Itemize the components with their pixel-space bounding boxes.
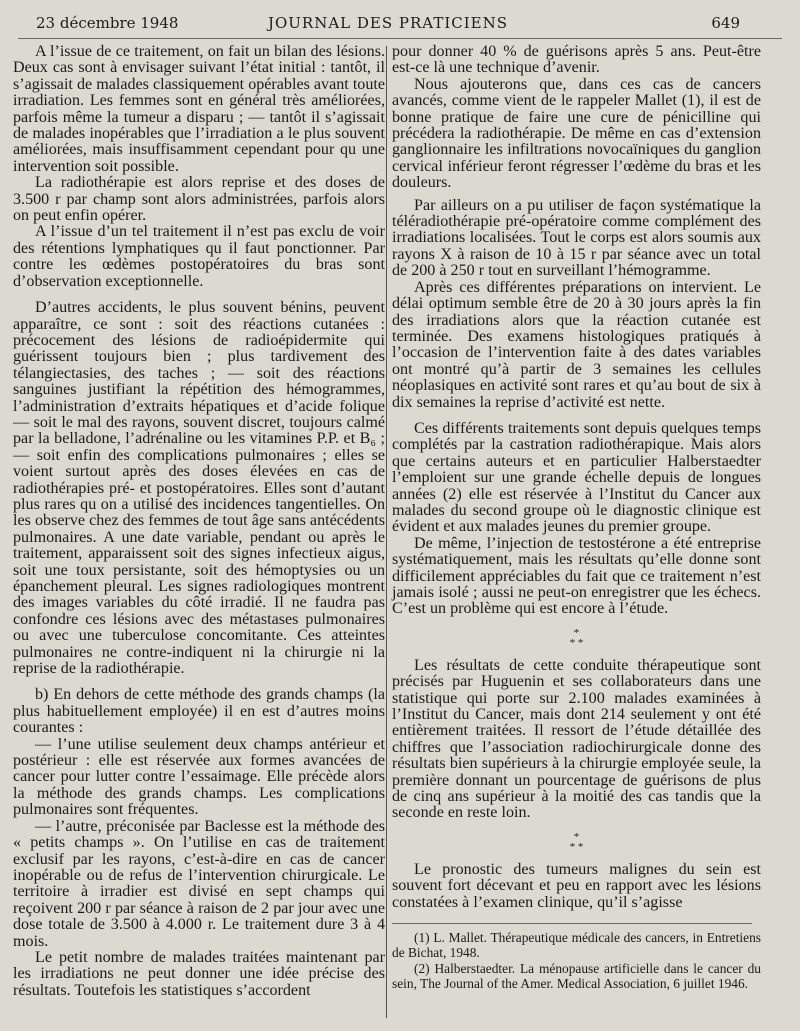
page-header <box>36 14 740 36</box>
footnote: (1) L. Mallet. Thérapeutique médicale des cancers, in Entretiens de Bichat, 1948. <box>392 930 761 961</box>
right-column <box>392 44 761 991</box>
paragraph: La radiothérapie est alors reprise et des doses de 3.500 r par champ sont alors administrées, parfois alors on peut enfin opérer. <box>13 174 385 225</box>
header-rule <box>18 38 782 39</box>
paragraph: Après ces différentes préparations on intervient. Le délai optimum semble être de 20 à 30 jours après la fin des irradiations alors que la réaction cutanée est terminée. Des examens histologiques pratiqués à l’occasion de l’intervention faite à des dates variables ont montré qu’à partir de 3 semaines les cellules néoplasiques en activité sont rares et qu’au bout de six à dix semaines la reprise d’activité est nette. <box>392 278 761 411</box>
stars-glyphs: * * * <box>569 626 584 649</box>
section-stars-2 <box>392 832 761 852</box>
paragraph: — l’autre, préconisée par Baclesse est la méthode des « petits champs ». On l’utilise en cas de traitement exclusif par les rayons, c’est-à-dire en cas de cancer inopérable ou de refus de l’intervention chirurgicale. Le territoire à irradier est divisé en sept champs qui reçoivent 200 r par séance à raison de 2 par jour avec une dose totale de 3.500 à 4.000 r. Le traitement dure 3 à 4 mois. <box>13 817 385 950</box>
paragraph: Les résultats de cette conduite thérapeutique sont précisés par Huguenin et ses collaborateurs dans une statistique qui porte sur 2.100 malades examinées à l’Institut du Cancer, mais dont 214 seulement y ont été entièrement traitées. Il ressort de l’étude détaillée des chiffres que l’association radiochirurgicale donne des résultats bien supérieurs à la chirurgie employée seule, la première donnant un pourcentage de guérisons de plus de cinq ans supérieur à la moitié des cas tandis que la seconde en reste loin. <box>392 656 761 822</box>
paragraph: A l’issue d’un tel traitement il n’est pas exclu de voir des rétentions lymphatiques qu il faut ponctionner. Par contre les œdèmes postopératoires du bras sont d’observation exceptionnelle. <box>13 223 385 290</box>
section-stars <box>392 628 761 648</box>
paragraph: Le petit nombre de malades traitées maintenant par les irradiations ne peut donner une idée précise des résultats. Toutefois les statistiques s’accordent <box>13 948 385 999</box>
paragraph: Le pronostic des tumeurs malignes du sein est souvent fort décevant et peu en rapport avec les lésions constatées à l’examen clinique, qu’il s’agisse <box>392 860 761 911</box>
paragraph: Nous ajouterons que, dans ces cas de cancers avancés, comme vient de le rappeler Mallet (1), il est de bonne pratique de faire une cure de pénicilline qui précédera la radiothérapie. De même en cas d’extension ganglionnaire les infiltrations novocaïniques du ganglion cervical inférieur feront régresser l’œdème du bras et les douleurs. <box>392 75 761 192</box>
footnote: (2) Halberstaedter. La ménopause artificielle dans le cancer du sein, The Journal of the Amer. Medical Association, 6 juillet 1946. <box>392 961 761 992</box>
left-column <box>13 44 385 999</box>
paragraph: Par ailleurs on a pu utiliser de façon systématique la téléradiothérapie pré-opératoire comme complément des irradiations localisées. Tout le corps est alors soumis aux rayons X à raison de 10 à 15 r par séance avec un total de 200 à 250 r tout en surveillant l’hémogramme. <box>392 196 761 280</box>
paragraph: Ces différents traitements sont depuis quelques temps complétés par la castration radiothérapique. Mais alors que certains auteurs et en particulier Halberstaedter l’emploient sur une grande échelle depuis de longues années (2) elle est réservée à l’Institut du Cancer aux malades du second groupe où le diagnostic clinique est évident et aux malades jeunes du premier groupe. <box>392 419 761 536</box>
stars-glyphs: * * * <box>569 830 584 853</box>
paragraph: b) En dehors de cette méthode des grands champs (la plus habituellement employée) il en est d’autres moins courantes : <box>13 686 385 737</box>
paragraph: De même, l’injection de testostérone a été entreprise systématiquement, mais les résultats qu’elle donne sont difficilement appréciables du fait que ce traitement n’est jamais isolé ; aussi ne peut-on enregistrer que les échecs. C’est un problème qui est encore à l’étude. <box>392 534 761 618</box>
footnote-rule <box>392 923 752 924</box>
paragraph: D’autres accidents, le plus souvent bénins, peuvent apparaître, ce sont : soit des réactions cutanées : précocement des lésions de radioépidermite qui guérissent toujours bien ; plus tardivement des télangiectasies, des taches ; — soit des réactions sanguines justifiant la répétition des hémogrammes, l’administration d’extraits hépatiques et d’acide folique — soit le mal des rayons, souvent discret, toujours calmé par la belladone, l’adrénaline ou les vitamines P.P. et B₆ ; — soit enfin des complications pulmonaires ; elles se voient surtout après des doses élevées en cas de radiothérapies pré- et postopératoires. Elles sont d’autant plus rares qu on a utilisé des incidences tangentielles. On les observe chez des femmes de tout âge sans antécédents pulmonaires. A une date variable, pendant ou après le traitement, apparaissent soit des signes infectieux aigus, soit une toux persistante, soit des hémoptysies ou un épanchement pleural. Les signes radiologiques montrent des images variables du côté irradié. Il ne faudra pas confondre ces lésions avec des métastases pulmonaires ou avec une tuberculose concomitante. Ces atteintes pulmonaires ne contre-indiquent ni la chirurgie ni la reprise de la radiothérapie. <box>13 299 385 678</box>
header-date: 23 décembre 1948 <box>36 14 179 32</box>
page-number: 649 <box>711 14 740 32</box>
paragraph: — l’une utilise seulement deux champs antérieur et postérieur : elle est réservée aux formes avancées de cancer pour lutter contre l’essaimage. Elle précède alors la méthode des grands champs. Les complications pulmonaires sont fréquentes. <box>13 735 385 819</box>
paragraph: pour donner 40 % de guérisons après 5 ans. Peut-être est-ce là une technique d’avenir. <box>392 43 761 77</box>
journal-title: JOURNAL DES PRATICIENS <box>267 14 509 32</box>
paragraph: A l’issue de ce traitement, on fait un bilan des lésions. Deux cas sont à envisager suivant l’état initial : tantôt, il s’agissait de malades classiquement opérables avant toute irradiation. Les femmes sont en général très améliorées, parfois même la tumeur a disparu ; — tantôt il s’agissait de malades inopérables que l’irradiation a le plus souvent améliorées, mais insuffisamment cependant pour qu une intervention soit possible. <box>13 43 385 175</box>
column-divider <box>386 46 387 1018</box>
